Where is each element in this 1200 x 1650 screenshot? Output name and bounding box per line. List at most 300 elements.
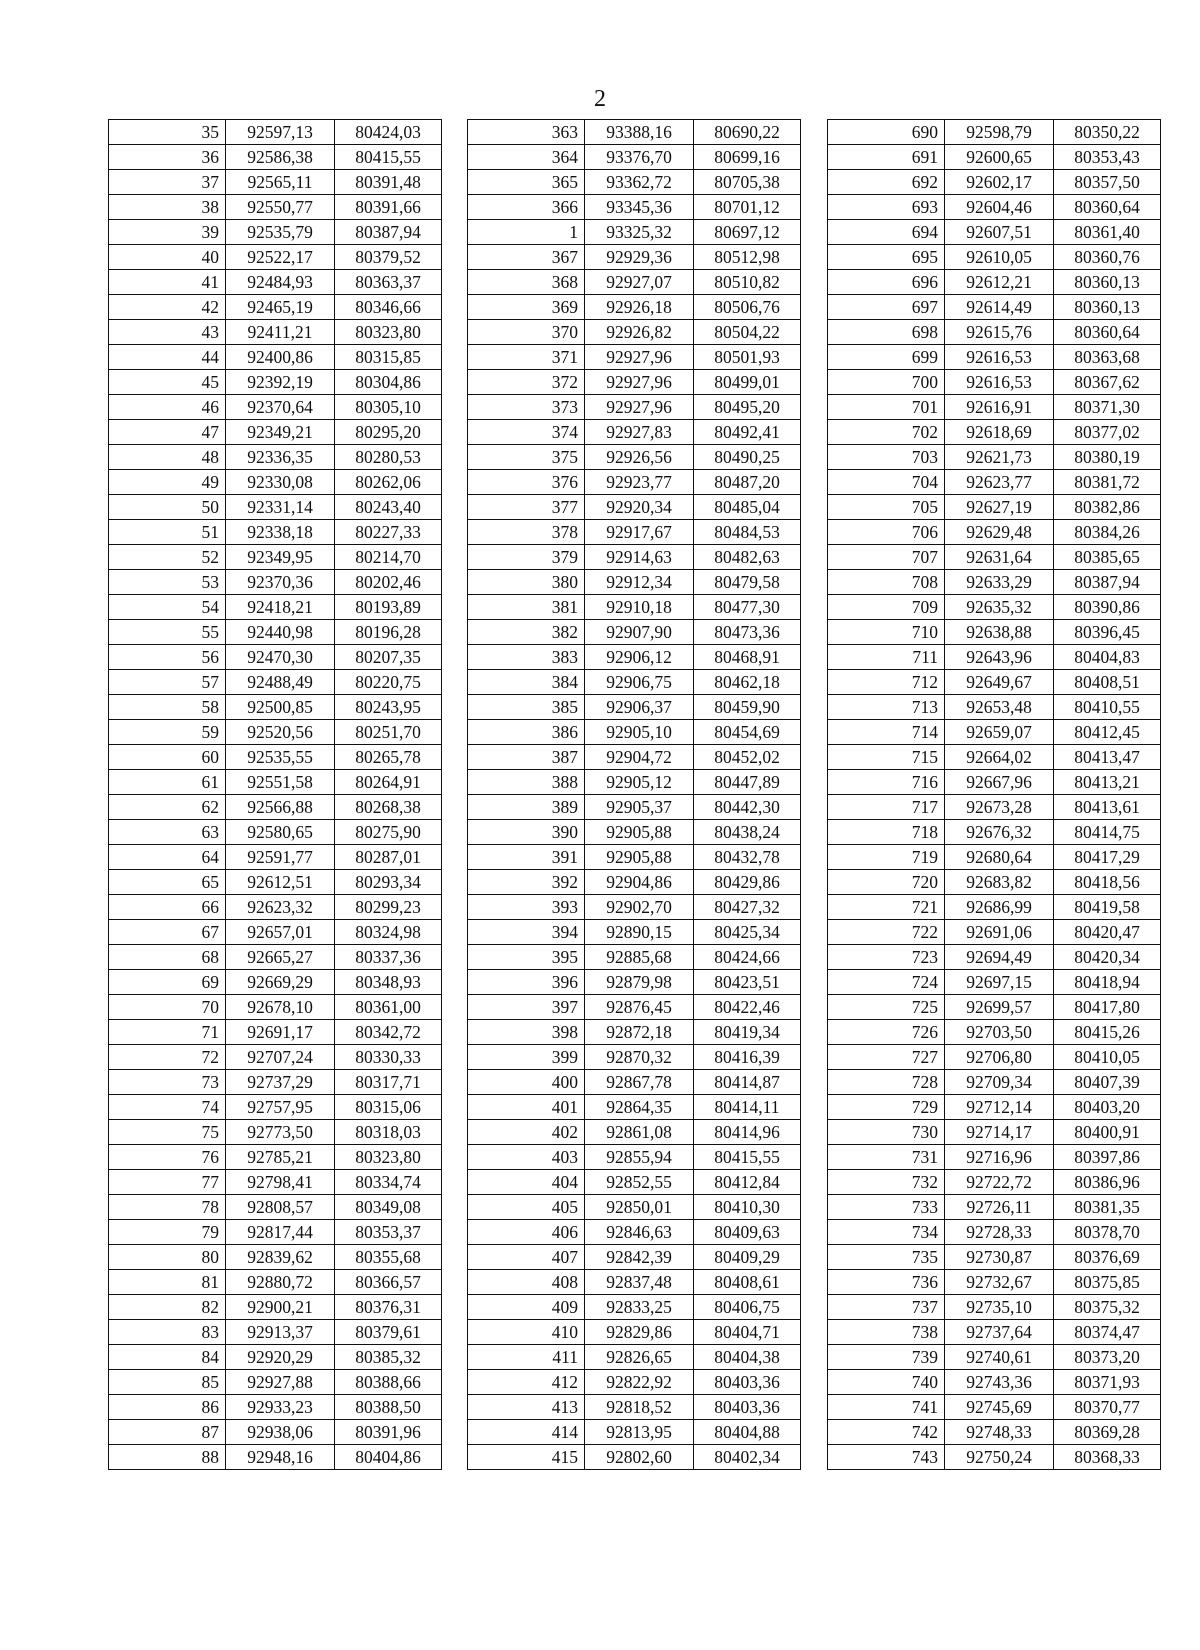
x-coordinate-cell: 92923,77	[585, 470, 694, 495]
y-coordinate-cell: 80424,03	[335, 120, 442, 145]
table-row	[468, 595, 801, 620]
table-row	[468, 220, 801, 245]
y-coordinate-cell: 80287,01	[335, 845, 442, 870]
table-row	[468, 295, 801, 320]
x-coordinate-cell: 92920,34	[585, 495, 694, 520]
point-number-cell: 376	[468, 470, 585, 495]
table-row	[468, 1245, 801, 1270]
point-number-cell: 716	[828, 770, 945, 795]
y-coordinate-cell: 80403,20	[1054, 1095, 1161, 1120]
x-coordinate-cell: 92703,50	[945, 1020, 1054, 1045]
table-row	[828, 720, 1161, 745]
table-row	[468, 395, 801, 420]
x-coordinate-cell: 92864,35	[585, 1095, 694, 1120]
point-number-cell: 50	[109, 495, 226, 520]
table-row	[109, 1245, 442, 1270]
table-row	[109, 1420, 442, 1445]
table-row	[468, 1320, 801, 1345]
x-coordinate-cell: 92338,18	[226, 520, 335, 545]
y-coordinate-cell: 80377,02	[1054, 420, 1161, 445]
table-row	[828, 845, 1161, 870]
x-coordinate-cell: 92867,78	[585, 1070, 694, 1095]
y-coordinate-cell: 80387,94	[335, 220, 442, 245]
coordinates-table-3	[827, 119, 1161, 1470]
x-coordinate-cell: 92659,07	[945, 720, 1054, 745]
point-number-cell: 402	[468, 1120, 585, 1145]
table-row	[468, 345, 801, 370]
page-number: 2	[594, 86, 606, 112]
table-row	[468, 1095, 801, 1120]
x-coordinate-cell: 92488,49	[226, 670, 335, 695]
y-coordinate-cell: 80280,53	[335, 445, 442, 470]
table-row	[828, 520, 1161, 545]
point-number-cell: 390	[468, 820, 585, 845]
table-row	[468, 1120, 801, 1145]
table-row	[468, 1170, 801, 1195]
table-row	[828, 870, 1161, 895]
table-row	[468, 1295, 801, 1320]
point-number-cell: 400	[468, 1070, 585, 1095]
y-coordinate-cell: 80375,32	[1054, 1295, 1161, 1320]
y-coordinate-cell: 80379,61	[335, 1320, 442, 1345]
table-row	[468, 620, 801, 645]
x-coordinate-cell: 92730,87	[945, 1245, 1054, 1270]
y-coordinate-cell: 80367,62	[1054, 370, 1161, 395]
table-row	[828, 1370, 1161, 1395]
y-coordinate-cell: 80317,71	[335, 1070, 442, 1095]
y-coordinate-cell: 80487,20	[694, 470, 801, 495]
y-coordinate-cell: 80427,32	[694, 895, 801, 920]
y-coordinate-cell: 80479,58	[694, 570, 801, 595]
x-coordinate-cell: 92657,01	[226, 920, 335, 945]
point-number-cell: 369	[468, 295, 585, 320]
y-coordinate-cell: 80275,90	[335, 820, 442, 845]
table-row	[468, 895, 801, 920]
x-coordinate-cell: 92712,14	[945, 1095, 1054, 1120]
y-coordinate-cell: 80442,30	[694, 795, 801, 820]
table-row	[468, 420, 801, 445]
x-coordinate-cell: 93345,36	[585, 195, 694, 220]
point-number-cell: 1	[468, 220, 585, 245]
table-row	[109, 695, 442, 720]
y-coordinate-cell: 80304,86	[335, 370, 442, 395]
table-row	[828, 370, 1161, 395]
y-coordinate-cell: 80504,22	[694, 320, 801, 345]
y-coordinate-cell: 80404,71	[694, 1320, 801, 1345]
y-coordinate-cell: 80477,30	[694, 595, 801, 620]
table-row	[468, 645, 801, 670]
x-coordinate-cell: 92757,95	[226, 1095, 335, 1120]
table-row	[468, 195, 801, 220]
point-number-cell: 397	[468, 995, 585, 1020]
y-coordinate-cell: 80419,58	[1054, 895, 1161, 920]
point-number-cell: 63	[109, 820, 226, 845]
x-coordinate-cell: 92550,77	[226, 195, 335, 220]
point-number-cell: 53	[109, 570, 226, 595]
point-number-cell: 736	[828, 1270, 945, 1295]
point-number-cell: 365	[468, 170, 585, 195]
table-row	[109, 895, 442, 920]
y-coordinate-cell: 80396,45	[1054, 620, 1161, 645]
x-coordinate-cell: 92926,82	[585, 320, 694, 345]
point-number-cell: 375	[468, 445, 585, 470]
y-coordinate-cell: 80407,39	[1054, 1070, 1161, 1095]
point-number-cell: 394	[468, 920, 585, 945]
y-coordinate-cell: 80295,20	[335, 420, 442, 445]
x-coordinate-cell: 92522,17	[226, 245, 335, 270]
point-number-cell: 65	[109, 870, 226, 895]
table-row	[828, 145, 1161, 170]
table-row	[828, 470, 1161, 495]
table-row	[468, 1370, 801, 1395]
table-row	[109, 420, 442, 445]
y-coordinate-cell: 80330,33	[335, 1045, 442, 1070]
table-row	[109, 470, 442, 495]
point-number-cell: 412	[468, 1370, 585, 1395]
x-coordinate-cell: 93325,32	[585, 220, 694, 245]
point-number-cell: 396	[468, 970, 585, 995]
table-row	[109, 445, 442, 470]
x-coordinate-cell: 93376,70	[585, 145, 694, 170]
point-number-cell: 61	[109, 770, 226, 795]
table-row	[828, 1220, 1161, 1245]
y-coordinate-cell: 80227,33	[335, 520, 442, 545]
y-coordinate-cell: 80360,13	[1054, 270, 1161, 295]
table-row	[468, 1420, 801, 1445]
point-number-cell: 715	[828, 745, 945, 770]
table-row	[109, 770, 442, 795]
x-coordinate-cell: 92920,29	[226, 1345, 335, 1370]
x-coordinate-cell: 92370,36	[226, 570, 335, 595]
x-coordinate-cell: 92520,56	[226, 720, 335, 745]
y-coordinate-cell: 80690,22	[694, 120, 801, 145]
point-number-cell: 56	[109, 645, 226, 670]
table-row	[828, 345, 1161, 370]
y-coordinate-cell: 80419,34	[694, 1020, 801, 1045]
table-row	[468, 1395, 801, 1420]
table-row	[828, 1195, 1161, 1220]
y-coordinate-cell: 80207,35	[335, 645, 442, 670]
point-number-cell: 731	[828, 1145, 945, 1170]
x-coordinate-cell: 92917,67	[585, 520, 694, 545]
x-coordinate-cell: 92623,32	[226, 895, 335, 920]
y-coordinate-cell: 80510,82	[694, 270, 801, 295]
y-coordinate-cell: 80512,98	[694, 245, 801, 270]
point-number-cell: 49	[109, 470, 226, 495]
point-number-cell: 385	[468, 695, 585, 720]
x-coordinate-cell: 92629,48	[945, 520, 1054, 545]
point-number-cell: 37	[109, 170, 226, 195]
table-row	[468, 670, 801, 695]
table-row	[828, 1320, 1161, 1345]
x-coordinate-cell: 92649,67	[945, 670, 1054, 695]
x-coordinate-cell: 92616,53	[945, 345, 1054, 370]
table-row	[828, 945, 1161, 970]
x-coordinate-cell: 92602,17	[945, 170, 1054, 195]
table-row	[828, 1395, 1161, 1420]
table-row	[109, 370, 442, 395]
x-coordinate-cell: 92737,29	[226, 1070, 335, 1095]
y-coordinate-cell: 80438,24	[694, 820, 801, 845]
point-number-cell: 721	[828, 895, 945, 920]
y-coordinate-cell: 80415,55	[694, 1145, 801, 1170]
table-row	[109, 295, 442, 320]
point-number-cell: 80	[109, 1245, 226, 1270]
y-coordinate-cell: 80420,34	[1054, 945, 1161, 970]
y-coordinate-cell: 80429,86	[694, 870, 801, 895]
x-coordinate-cell: 92349,95	[226, 545, 335, 570]
point-number-cell: 415	[468, 1445, 585, 1470]
table-row	[828, 395, 1161, 420]
point-number-cell: 701	[828, 395, 945, 420]
point-number-cell: 43	[109, 320, 226, 345]
point-number-cell: 714	[828, 720, 945, 745]
point-number-cell: 398	[468, 1020, 585, 1045]
x-coordinate-cell: 92669,29	[226, 970, 335, 995]
y-coordinate-cell: 80409,63	[694, 1220, 801, 1245]
point-number-cell: 694	[828, 220, 945, 245]
point-number-cell: 72	[109, 1045, 226, 1070]
point-number-cell: 388	[468, 770, 585, 795]
point-number-cell: 67	[109, 920, 226, 945]
table-row	[109, 870, 442, 895]
y-coordinate-cell: 80432,78	[694, 845, 801, 870]
y-coordinate-cell: 80413,21	[1054, 770, 1161, 795]
y-coordinate-cell: 80202,46	[335, 570, 442, 595]
table-row	[828, 1270, 1161, 1295]
y-coordinate-cell: 80360,64	[1054, 320, 1161, 345]
point-number-cell: 725	[828, 995, 945, 1020]
x-coordinate-cell: 92855,94	[585, 1145, 694, 1170]
x-coordinate-cell: 92735,10	[945, 1295, 1054, 1320]
table-row	[109, 795, 442, 820]
point-number-cell: 42	[109, 295, 226, 320]
table-row	[109, 320, 442, 345]
table-row	[468, 120, 801, 145]
y-coordinate-cell: 80370,77	[1054, 1395, 1161, 1420]
y-coordinate-cell: 80337,36	[335, 945, 442, 970]
table-row	[828, 1045, 1161, 1070]
y-coordinate-cell: 80268,38	[335, 795, 442, 820]
y-coordinate-cell: 80361,00	[335, 995, 442, 1020]
point-number-cell: 87	[109, 1420, 226, 1445]
table-row	[109, 1395, 442, 1420]
table-row	[109, 270, 442, 295]
table-row	[828, 320, 1161, 345]
x-coordinate-cell: 92808,57	[226, 1195, 335, 1220]
y-coordinate-cell: 80423,51	[694, 970, 801, 995]
y-coordinate-cell: 80403,36	[694, 1395, 801, 1420]
y-coordinate-cell: 80413,47	[1054, 745, 1161, 770]
point-number-cell: 83	[109, 1320, 226, 1345]
x-coordinate-cell: 92829,86	[585, 1320, 694, 1345]
y-coordinate-cell: 80404,86	[335, 1445, 442, 1470]
point-number-cell: 712	[828, 670, 945, 695]
y-coordinate-cell: 80360,64	[1054, 195, 1161, 220]
x-coordinate-cell: 92440,98	[226, 620, 335, 645]
table-row	[109, 495, 442, 520]
table-row	[828, 270, 1161, 295]
point-number-cell: 69	[109, 970, 226, 995]
point-number-cell: 368	[468, 270, 585, 295]
point-number-cell: 410	[468, 1320, 585, 1345]
table-row	[109, 1070, 442, 1095]
x-coordinate-cell: 92748,33	[945, 1420, 1054, 1445]
y-coordinate-cell: 80412,84	[694, 1170, 801, 1195]
table-row	[468, 1145, 801, 1170]
y-coordinate-cell: 80323,80	[335, 320, 442, 345]
table-row	[828, 670, 1161, 695]
y-coordinate-cell: 80374,47	[1054, 1320, 1161, 1345]
point-number-cell: 734	[828, 1220, 945, 1245]
point-number-cell: 708	[828, 570, 945, 595]
table-row	[828, 1170, 1161, 1195]
y-coordinate-cell: 80499,01	[694, 370, 801, 395]
point-number-cell: 88	[109, 1445, 226, 1470]
y-coordinate-cell: 80243,40	[335, 495, 442, 520]
y-coordinate-cell: 80315,85	[335, 345, 442, 370]
point-number-cell: 729	[828, 1095, 945, 1120]
x-coordinate-cell: 92551,58	[226, 770, 335, 795]
x-coordinate-cell: 92926,56	[585, 445, 694, 470]
point-number-cell: 377	[468, 495, 585, 520]
x-coordinate-cell: 92837,48	[585, 1270, 694, 1295]
y-coordinate-cell: 80391,96	[335, 1420, 442, 1445]
point-number-cell: 713	[828, 695, 945, 720]
table-row	[828, 245, 1161, 270]
point-number-cell: 381	[468, 595, 585, 620]
table-row	[109, 520, 442, 545]
point-number-cell: 698	[828, 320, 945, 345]
x-coordinate-cell: 92470,30	[226, 645, 335, 670]
y-coordinate-cell: 80501,93	[694, 345, 801, 370]
point-number-cell: 742	[828, 1420, 945, 1445]
point-number-cell: 380	[468, 570, 585, 595]
point-number-cell: 82	[109, 1295, 226, 1320]
y-coordinate-cell: 80420,47	[1054, 920, 1161, 945]
table-row	[828, 420, 1161, 445]
x-coordinate-cell: 92743,36	[945, 1370, 1054, 1395]
y-coordinate-cell: 80360,76	[1054, 245, 1161, 270]
y-coordinate-cell: 80363,68	[1054, 345, 1161, 370]
table-row	[109, 1270, 442, 1295]
x-coordinate-cell: 92745,69	[945, 1395, 1054, 1420]
y-coordinate-cell: 80387,94	[1054, 570, 1161, 595]
x-coordinate-cell: 92618,69	[945, 420, 1054, 445]
x-coordinate-cell: 92598,79	[945, 120, 1054, 145]
table-row	[468, 270, 801, 295]
point-number-cell: 407	[468, 1245, 585, 1270]
x-coordinate-cell: 92813,95	[585, 1420, 694, 1445]
table-row	[828, 595, 1161, 620]
table-row	[468, 445, 801, 470]
x-coordinate-cell: 92732,67	[945, 1270, 1054, 1295]
point-number-cell: 691	[828, 145, 945, 170]
point-number-cell: 46	[109, 395, 226, 420]
y-coordinate-cell: 80388,50	[335, 1395, 442, 1420]
y-coordinate-cell: 80299,23	[335, 895, 442, 920]
y-coordinate-cell: 80415,55	[335, 145, 442, 170]
table-row	[828, 970, 1161, 995]
point-number-cell: 722	[828, 920, 945, 945]
point-number-cell: 51	[109, 520, 226, 545]
point-number-cell: 55	[109, 620, 226, 645]
x-coordinate-cell: 92818,52	[585, 1395, 694, 1420]
x-coordinate-cell: 92465,19	[226, 295, 335, 320]
y-coordinate-cell: 80380,19	[1054, 445, 1161, 470]
y-coordinate-cell: 80403,36	[694, 1370, 801, 1395]
table-row	[109, 945, 442, 970]
x-coordinate-cell: 92667,96	[945, 770, 1054, 795]
table-row	[828, 120, 1161, 145]
x-coordinate-cell: 92331,14	[226, 495, 335, 520]
x-coordinate-cell: 92728,33	[945, 1220, 1054, 1245]
table-row	[109, 1095, 442, 1120]
table-row	[828, 745, 1161, 770]
coordinates-table-body	[828, 120, 1161, 1470]
table-row	[468, 995, 801, 1020]
y-coordinate-cell: 80193,89	[335, 595, 442, 620]
coordinates-table-1	[108, 119, 442, 1470]
point-number-cell: 363	[468, 120, 585, 145]
table-row	[109, 1370, 442, 1395]
x-coordinate-cell: 92870,32	[585, 1045, 694, 1070]
table-row	[109, 145, 442, 170]
table-row	[828, 1095, 1161, 1120]
point-number-cell: 697	[828, 295, 945, 320]
point-number-cell: 39	[109, 220, 226, 245]
point-number-cell: 391	[468, 845, 585, 870]
point-number-cell: 706	[828, 520, 945, 545]
table-row	[109, 995, 442, 1020]
table-row	[109, 1020, 442, 1045]
point-number-cell: 35	[109, 120, 226, 145]
x-coordinate-cell: 92673,28	[945, 795, 1054, 820]
point-number-cell: 717	[828, 795, 945, 820]
point-number-cell: 386	[468, 720, 585, 745]
point-number-cell: 724	[828, 970, 945, 995]
table-row	[828, 1245, 1161, 1270]
point-number-cell: 366	[468, 195, 585, 220]
point-number-cell: 79	[109, 1220, 226, 1245]
y-coordinate-cell: 80424,66	[694, 945, 801, 970]
point-number-cell: 47	[109, 420, 226, 445]
y-coordinate-cell: 80404,83	[1054, 645, 1161, 670]
point-number-cell: 741	[828, 1395, 945, 1420]
point-number-cell: 726	[828, 1020, 945, 1045]
y-coordinate-cell: 80482,63	[694, 545, 801, 570]
y-coordinate-cell: 80334,74	[335, 1170, 442, 1195]
x-coordinate-cell: 92737,64	[945, 1320, 1054, 1345]
table-row	[828, 1020, 1161, 1045]
table-row	[468, 370, 801, 395]
x-coordinate-cell: 92773,50	[226, 1120, 335, 1145]
point-number-cell: 40	[109, 245, 226, 270]
y-coordinate-cell: 80402,34	[694, 1445, 801, 1470]
point-number-cell: 690	[828, 120, 945, 145]
x-coordinate-cell: 92565,11	[226, 170, 335, 195]
table-row	[109, 220, 442, 245]
x-coordinate-cell: 92631,64	[945, 545, 1054, 570]
y-coordinate-cell: 80381,35	[1054, 1195, 1161, 1220]
x-coordinate-cell: 92638,88	[945, 620, 1054, 645]
x-coordinate-cell: 92885,68	[585, 945, 694, 970]
x-coordinate-cell: 92597,13	[226, 120, 335, 145]
x-coordinate-cell: 92535,55	[226, 745, 335, 770]
y-coordinate-cell: 80323,80	[335, 1145, 442, 1170]
table-row	[468, 1020, 801, 1045]
point-number-cell: 59	[109, 720, 226, 745]
